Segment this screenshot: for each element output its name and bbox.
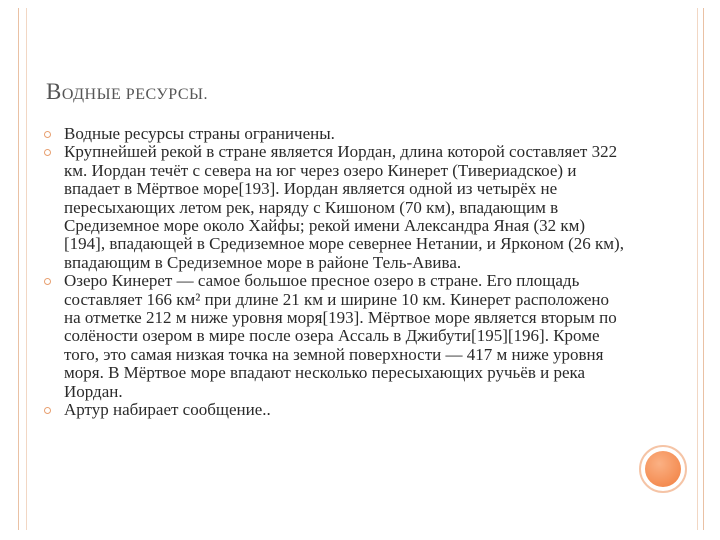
- bullet-text: Озеро Кинерет — самое большое пресное озеро в стране. Его площадь составляет 166 км² при длине 21 км и ширине 10 км. Кинерет расположено на отметке 212 м ниже уровня моря[193]. Мёртвое море является вторым по солёности озером в мире после озера Ассаль в Джибути[195][196]. Кроме того, это самая низкая точка на земной поверхности — 417 м ниже уровня моря. В Мёртвое море впадают несколько пересыхающих ручьёв и река Иордан.: [64, 271, 617, 401]
- decorative-orb-core: [645, 451, 681, 487]
- bullet-list: [44, 125, 624, 420]
- slide-title-initial: В: [46, 79, 62, 104]
- bullet-circle-icon: [44, 407, 51, 414]
- bullet-circle-icon: [44, 149, 51, 156]
- bullet-circle-icon: [44, 131, 51, 138]
- bullet-text: Крупнейшей рекой в стране является Иордан, длина которой составляет 322 км. Иордан течёт с севера на юг через озеро Кинерет (Тивериадское) и впадает в Мёртвое море[193]. Иордан является одной из четырёх не пересыхающих летом рек, наряду с Кишоном (70 км), впадающим в Средиземное море около Хайфы; рекой имени Александра Яная (32 км)[194], впадающей в Средиземное море севернее Нетании, и Ярконом (26 км), впадающим в Средиземное море в районе Тель-Авива.: [64, 142, 624, 272]
- bullet-text: Водные ресурсы страны ограничены.: [64, 124, 335, 143]
- bullet-circle-icon: [44, 278, 51, 285]
- bullet-item: [44, 125, 624, 143]
- bullet-text: Артур набирает сообщение..: [64, 400, 271, 420]
- bullet-item: [44, 401, 624, 419]
- bullet-item: [44, 143, 624, 272]
- slide-title-rest: ОДНЫЕ РЕСУРСЫ.: [61, 86, 208, 103]
- decorative-orb-icon: [639, 445, 687, 493]
- slide-title: [46, 79, 208, 105]
- bullet-item: [44, 272, 624, 401]
